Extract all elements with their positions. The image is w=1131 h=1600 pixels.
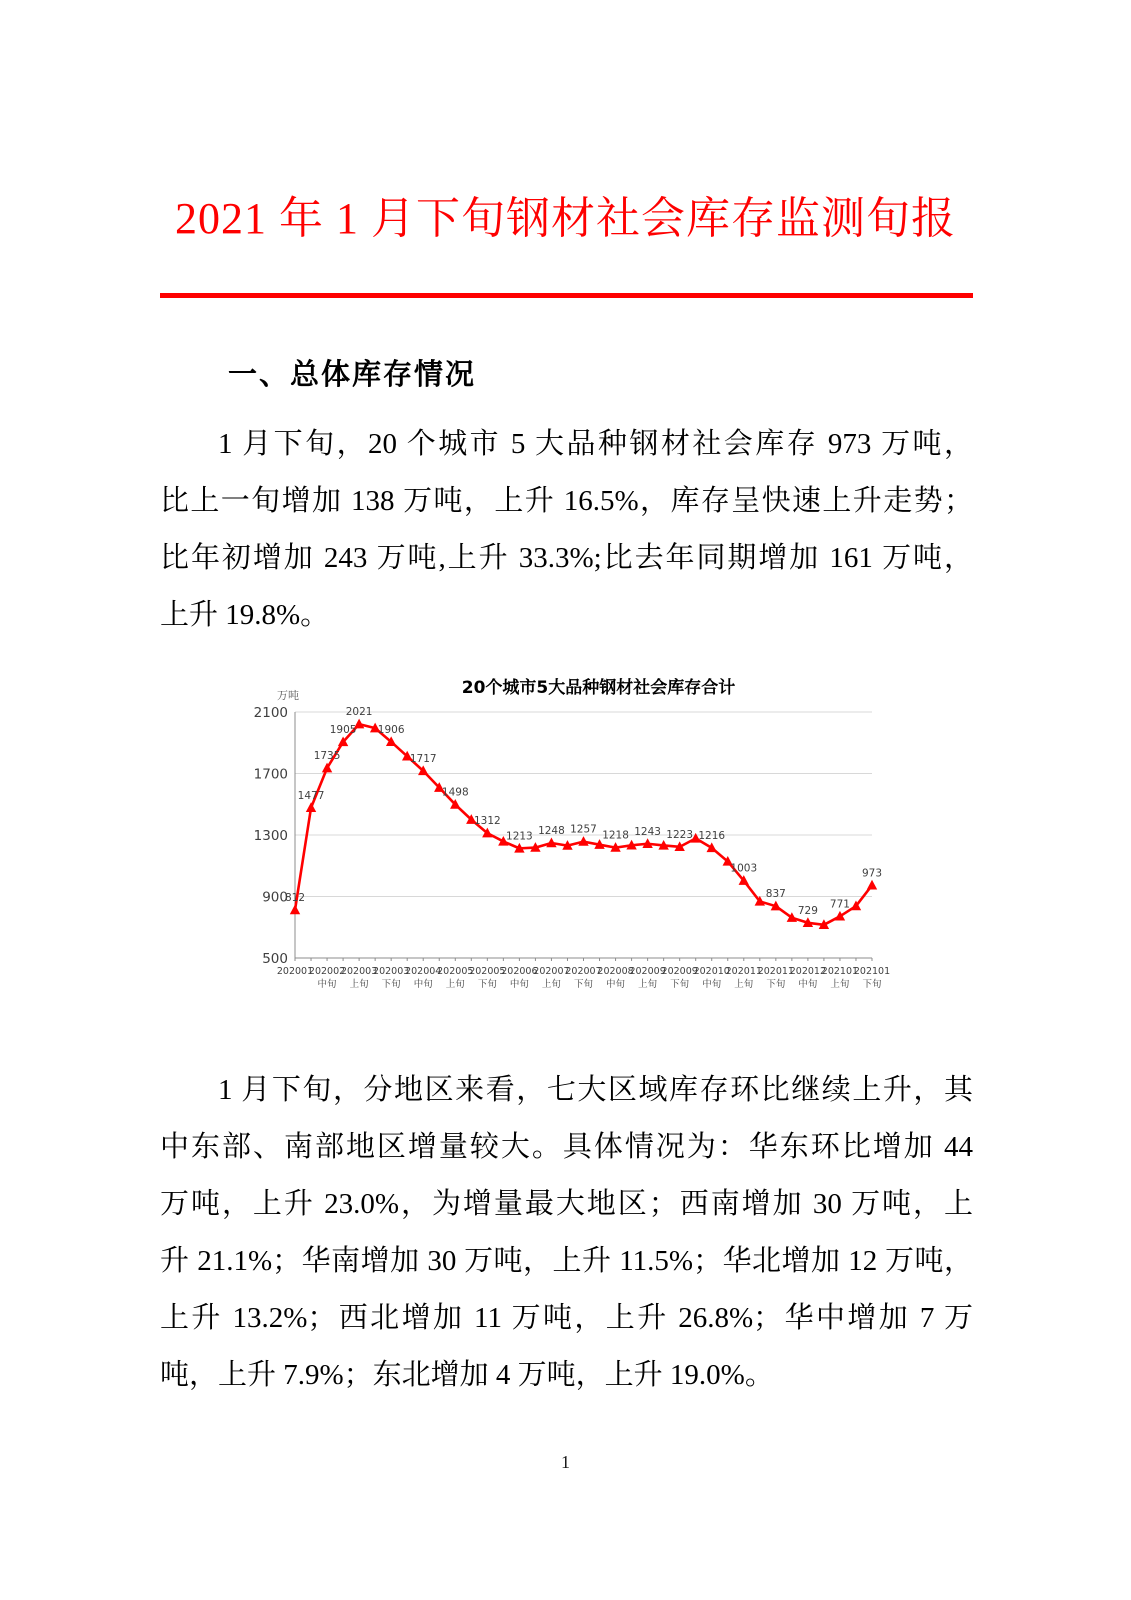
svg-text:202003: 202003 [340, 966, 378, 977]
title-underline [160, 293, 973, 298]
chart-data-labels [285, 706, 882, 917]
svg-text:812: 812 [284, 892, 306, 905]
chart-gridlines [295, 712, 872, 897]
text-line: 1 月下旬，分地区来看，七大区域库存环比继续上升，其 [218, 1074, 973, 1106]
svg-text:2021: 2021 [345, 706, 373, 719]
page-number: 1 [561, 1452, 570, 1472]
text-line: 上升 13.2%；西北增加 11 万吨，上升 26.8%；华中增加 7 万 [160, 1302, 973, 1334]
svg-text:下旬: 下旬 [381, 979, 401, 990]
svg-text:1905: 1905 [329, 723, 357, 736]
svg-text:202006: 202006 [501, 966, 538, 977]
svg-text:下旬: 下旬 [477, 979, 497, 990]
svg-text:202005: 202005 [469, 966, 506, 977]
svg-text:202002: 202002 [308, 966, 346, 977]
svg-text:202009: 202009 [661, 966, 698, 977]
svg-text:下旬: 下旬 [573, 979, 594, 990]
svg-text:202001: 202001 [276, 966, 314, 977]
svg-text:1717: 1717 [409, 752, 437, 765]
svg-text:1477: 1477 [297, 789, 325, 802]
svg-text:973: 973 [861, 867, 883, 880]
svg-text:202101: 202101 [853, 966, 891, 977]
svg-text:中旬: 中旬 [606, 979, 626, 990]
inventory-chart [250, 648, 910, 996]
svg-text:202005: 202005 [437, 966, 474, 977]
svg-text:1003: 1003 [730, 862, 758, 875]
svg-text:中旬: 中旬 [317, 979, 337, 990]
svg-text:1735: 1735 [313, 750, 341, 763]
svg-text:500: 500 [262, 951, 288, 967]
svg-text:202004: 202004 [405, 966, 442, 977]
chart-unit-label: 万吨 [277, 689, 299, 702]
svg-text:202101: 202101 [821, 966, 859, 977]
svg-text:837: 837 [765, 888, 786, 901]
text-line: 吨，上升 7.9%；东北增加 4 万吨，上升 19.0%。 [160, 1359, 774, 1391]
document-title: 2021 年 1 月下旬钢材社会库存监测旬报 [175, 194, 956, 243]
section-heading: 一、总体库存情况 [228, 359, 477, 391]
chart-title: 20个城市5大品种钢材社会库存合计 [461, 678, 736, 698]
text-line: 比年初增加 243 万吨,上升 33.3%;比去年同期增加 161 万吨， [160, 542, 973, 574]
inventory-line-chart-svg [250, 648, 910, 996]
paragraph-total-inventory [160, 416, 973, 644]
svg-text:202011: 202011 [757, 966, 794, 977]
svg-text:729: 729 [797, 904, 818, 917]
svg-text:202012: 202012 [789, 966, 827, 977]
paragraph-regional-inventory [160, 1062, 973, 1404]
svg-text:上旬: 上旬 [445, 979, 465, 990]
svg-text:1223: 1223 [666, 828, 694, 841]
svg-text:1218: 1218 [602, 829, 629, 842]
svg-text:900: 900 [262, 889, 288, 906]
svg-text:202008: 202008 [597, 966, 634, 977]
svg-text:1216: 1216 [698, 829, 726, 842]
svg-text:1243: 1243 [634, 825, 661, 838]
svg-text:中旬: 中旬 [702, 979, 722, 990]
svg-text:202007: 202007 [565, 966, 602, 977]
text-line: 万吨，上升 23.0%，为增量最大地区；西南增加 30 万吨，上 [160, 1188, 973, 1220]
svg-text:下旬: 下旬 [862, 979, 882, 990]
svg-text:1906: 1906 [377, 723, 405, 736]
svg-text:202003: 202003 [373, 966, 410, 977]
svg-text:771: 771 [829, 898, 850, 911]
svg-text:上旬: 上旬 [541, 979, 561, 990]
svg-text:上旬: 上旬 [638, 979, 658, 990]
text-line: 中东部、南部地区增量较大。具体情况为：华东环比增加 44 [160, 1131, 973, 1163]
chart-y-axis-labels [254, 705, 288, 967]
svg-text:上旬: 上旬 [830, 979, 850, 990]
svg-text:2100: 2100 [253, 705, 288, 721]
svg-text:下旬: 下旬 [766, 979, 786, 990]
svg-text:202011: 202011 [725, 966, 762, 977]
svg-text:1213: 1213 [506, 830, 533, 843]
svg-text:202007: 202007 [533, 966, 570, 977]
svg-text:1700: 1700 [253, 766, 288, 783]
svg-text:上旬: 上旬 [734, 979, 754, 990]
svg-text:1312: 1312 [473, 815, 501, 828]
svg-text:1498: 1498 [441, 786, 469, 799]
text-line: 升 21.1%；华南增加 30 万吨，上升 11.5%；华北增加 12 万吨， [160, 1245, 973, 1277]
svg-text:202009: 202009 [629, 966, 666, 977]
text-line: 上升 19.8%。 [160, 599, 330, 631]
svg-text:中旬: 中旬 [798, 979, 818, 990]
chart-x-axis-labels [277, 966, 890, 990]
text-line: 1 月下旬，20 个城市 5 大品种钢材社会库存 973 万吨， [218, 428, 973, 460]
svg-text:上旬: 上旬 [349, 979, 369, 990]
svg-text:1300: 1300 [253, 828, 288, 844]
svg-text:下旬: 下旬 [670, 979, 690, 990]
svg-text:中旬: 中旬 [413, 979, 433, 990]
svg-text:202010: 202010 [693, 966, 730, 977]
text-line: 比上一旬增加 138 万吨，上升 16.5%，库存呈快速上升走势； [160, 485, 973, 517]
svg-text:1257: 1257 [570, 823, 597, 836]
svg-text:中旬: 中旬 [509, 979, 529, 990]
svg-text:1248: 1248 [538, 824, 565, 837]
